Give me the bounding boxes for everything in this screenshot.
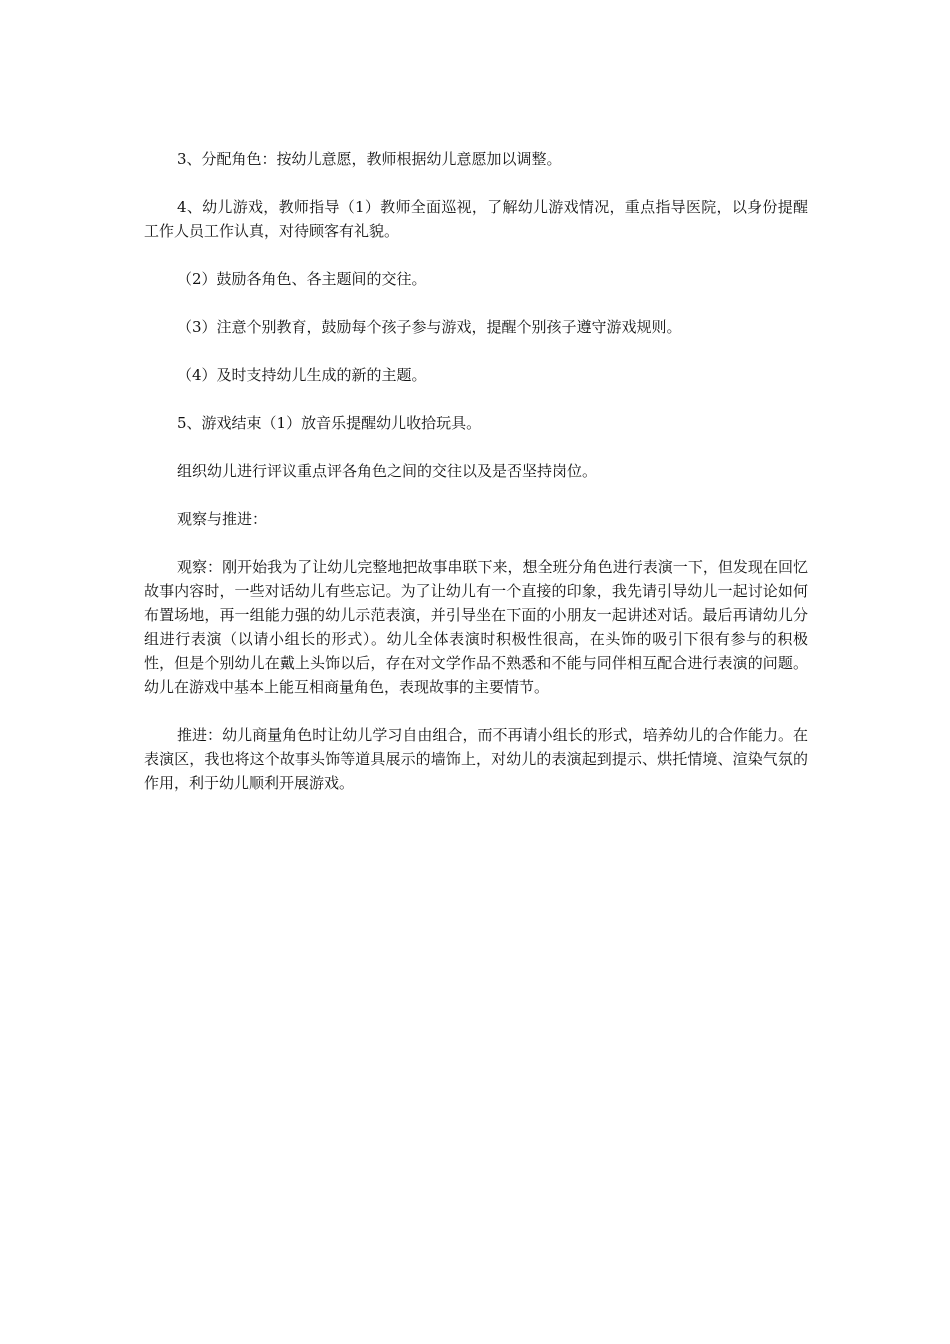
- paragraph-step-4: 4、幼儿游戏，教师指导（1）教师全面巡视，了解幼儿游戏情况，重点指导医院，以身份提醒工作人员工作认真，对待顾客有礼貌。: [144, 198, 808, 240]
- paragraph-step-5: 5、游戏结束（1）放音乐提醒幼儿收拾玩具。: [177, 414, 482, 432]
- paragraph-step-4-3: （3）注意个别教育，鼓励每个孩子参与游戏，提醒个别孩子遵守游戏规则。: [177, 318, 682, 336]
- paragraph-observation: 观察：刚开始我为了让幼儿完整地把故事串联下来，想全班分角色进行表演一下，但发现在回忆故事内容时，一些对话幼儿有些忘记。为了让幼儿有一个直接的印象，我先请引导幼儿一起讨论如何布置场地，再一组能力强的幼儿示范表演，并引导坐在下面的小朋友一起讲述对话。最后再请幼儿分组进行表演（以请小组长的形式）。幼儿全体表演时积极性很高，在头饰的吸引下很有参与的积极性，但是个别幼儿在戴上头饰以后，存在对文学作品不熟悉和不能与同伴相互配合进行表演的问题。幼儿在游戏中基本上能互相商量角色，表现故事的主要情节。: [144, 558, 808, 696]
- paragraph-step-3: 3、分配角色：按幼儿意愿，教师根据幼儿意愿加以调整。: [177, 150, 562, 168]
- paragraph-advancement: 推进：幼儿商量角色时让幼儿学习自由组合，而不再请小组长的形式，培养幼儿的合作能力。在表演区，我也将这个故事头饰等道具展示的墙饰上，对幼儿的表演起到提示、烘托情境、渲染气氛的作用，利于幼儿顺利开展游戏。: [144, 726, 808, 792]
- paragraph-step-4-2: （2）鼓励各角色、各主题间的交往。: [177, 270, 427, 288]
- paragraph-evaluation: 组织幼儿进行评议重点评各角色之间的交往以及是否坚持岗位。: [177, 462, 598, 480]
- paragraph-step-4-4: （4）及时支持幼儿生成的新的主题。: [177, 366, 427, 384]
- document-body: [144, 147, 808, 819]
- section-heading-observation: 观察与推进：: [177, 510, 268, 528]
